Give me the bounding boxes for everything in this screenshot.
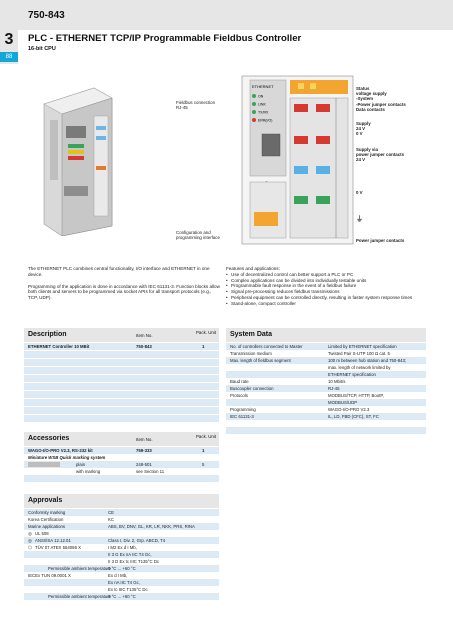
callout-supply-via: Supply via xyxy=(356,147,378,152)
pack-unit-header: Pack. Unit xyxy=(196,330,217,335)
cell-label: TÜV 07 ATEX 554086 X xyxy=(35,545,82,550)
cell-item-no: 750-843 xyxy=(136,344,152,349)
cell-label: Permissible ambient temperature xyxy=(48,566,112,571)
table-row xyxy=(226,357,426,364)
cell-item-no: see Section 11 xyxy=(136,469,165,474)
document-code: 750-843 xyxy=(28,10,65,21)
feature-item: • Stand-alone, compact controller xyxy=(226,301,426,307)
table-row xyxy=(24,468,219,475)
feature-item: • Use of decentralized control can better support a PLC or PC xyxy=(226,272,426,278)
table-row xyxy=(24,586,219,593)
table-row xyxy=(24,391,219,398)
chapter-number: 3 xyxy=(4,31,14,48)
table-row xyxy=(24,407,219,414)
page-number: 88 xyxy=(0,52,18,62)
table-row xyxy=(24,572,219,579)
header-bar xyxy=(0,0,453,30)
pack-unit-header: Pack. Unit xyxy=(196,434,217,439)
cell-description: with marking xyxy=(76,469,101,474)
cell-pack: 5 xyxy=(202,462,205,467)
terminal-diagram xyxy=(240,74,355,246)
cell-description: Miniature WSB Quick marking system xyxy=(28,455,106,460)
cell-label: Programming xyxy=(230,407,256,412)
cell-value: II 3 D Ex tc IIIC T135°C Dc xyxy=(108,559,160,564)
intro-paragraph: The ETHERNET PLC combines central functionality, I/O interface and ETHERNET in one device. xyxy=(28,266,210,277)
callout-24v-b: 24 V xyxy=(356,157,366,163)
table-row xyxy=(226,413,426,420)
supply-via-callout xyxy=(356,147,404,163)
table-row xyxy=(24,359,219,366)
feature-item: • Programmable fault response in the event of a fieldbus failure xyxy=(226,283,426,289)
ul-icon: ◎ xyxy=(28,538,32,543)
marker-strip-image xyxy=(28,462,60,467)
cell-value: MODBUS/UDP xyxy=(328,400,358,405)
ethernet-label: ETHERNET xyxy=(252,84,274,89)
cell-label: Max. length of fieldbus segment xyxy=(230,358,291,363)
config-callout: Configuration and programming interface xyxy=(176,230,220,241)
table-row xyxy=(226,378,426,385)
system-data-header: System Data xyxy=(230,331,273,338)
cell-label: Korea Certification xyxy=(28,517,64,522)
cell-value: ABS, BV, DNV, GL, KR, LR, NKK, PRS, RINA xyxy=(108,524,195,529)
cell-value: CE xyxy=(108,510,114,515)
cell-label: IECEx TUN 09.0001 X xyxy=(28,573,71,578)
cell-pack: 1 xyxy=(202,344,205,349)
callout-voltage: voltage supply xyxy=(356,91,387,97)
accessories-table-header xyxy=(24,432,219,446)
cell-value: RJ-45 xyxy=(328,386,340,391)
cell-label: ANSI/ISA 12.12.01 xyxy=(35,538,71,543)
table-row xyxy=(226,399,426,406)
cell-value: max. length of network limited by xyxy=(328,365,391,370)
callout-data: Data contacts xyxy=(356,106,385,112)
led-link xyxy=(252,102,256,106)
table-row xyxy=(24,375,219,382)
callout-0v: 0 V xyxy=(356,131,363,137)
table-row xyxy=(226,420,426,427)
cell-value: Ex nA IIC T4 Gc, xyxy=(108,580,140,585)
cell-value: MODBUS/TCP, HTTP, BootP, xyxy=(328,393,384,398)
cell-value: KC xyxy=(108,517,114,522)
callout-supply: Supply xyxy=(356,121,371,126)
approvals-table xyxy=(24,509,219,609)
cell-value: Ex tc IIIC T135°C Dc xyxy=(108,587,148,592)
callout-ground: ⏚ xyxy=(356,216,363,223)
table-row xyxy=(24,593,219,600)
system-data-table xyxy=(226,343,426,443)
cell-value: 10 Mbit/s xyxy=(328,379,346,384)
description-table-header xyxy=(24,328,219,342)
cell-label: Conformity marking xyxy=(28,510,66,515)
cell-value: I M2 Ex d I Mb, xyxy=(108,545,137,550)
table-row xyxy=(226,343,426,350)
table-row xyxy=(24,537,219,544)
features-list xyxy=(226,266,426,307)
cell-value: Ex d I Mb, xyxy=(108,573,128,578)
led-link-label: LINK xyxy=(258,102,266,107)
table-row xyxy=(226,427,426,434)
table-row xyxy=(226,364,426,371)
item-no-header: Item No. xyxy=(136,437,153,442)
table-row xyxy=(226,406,426,413)
accessories-header: Accessories xyxy=(28,435,70,442)
table-row xyxy=(24,447,219,454)
feature-item: • Peripheral equipment can be controlled directly, resulting in faster system response times xyxy=(226,295,426,301)
table-row xyxy=(226,350,426,357)
table-row xyxy=(24,351,219,358)
callout-pjc: power jumper contacts xyxy=(356,152,405,158)
cell-label: Baud rate xyxy=(230,379,249,384)
table-row xyxy=(24,579,219,586)
intro-text xyxy=(28,266,220,307)
supply-callout xyxy=(356,121,371,137)
cell-item-no: 759-333 xyxy=(136,448,152,453)
table-row xyxy=(24,343,219,350)
table-row xyxy=(226,371,426,378)
description-table xyxy=(24,343,219,427)
cell-label: Permissible ambient temperature xyxy=(48,594,112,599)
table-row xyxy=(24,544,219,551)
cell-label: UL 508 xyxy=(35,531,49,536)
cell-pack: 1 xyxy=(202,448,205,453)
cell-description: ETHERNET Controller 10 MBit xyxy=(28,344,90,349)
cell-description: plain xyxy=(76,462,86,467)
page-subtitle: 16-bit CPU xyxy=(28,46,56,52)
approvals-table-header xyxy=(24,494,219,508)
cell-value: 100 m between hub station and 750-843; xyxy=(328,358,407,363)
feature-item: • Complex applications can be divided into individually testable units xyxy=(226,278,426,284)
table-row xyxy=(226,392,426,399)
cell-value: IL, LD, FBD (CFC), ST, FC xyxy=(328,414,379,419)
cell-value: WAGO-I/O-PRO V2.3 xyxy=(328,407,370,412)
cell-label: Marine applications xyxy=(28,524,66,529)
table-row xyxy=(24,367,219,374)
table-row xyxy=(24,565,219,572)
table-row xyxy=(24,530,219,537)
table-row xyxy=(24,461,219,468)
features-heading: Features and applications: xyxy=(226,266,280,271)
cell-label: Buscoupler connection xyxy=(230,386,274,391)
cell-label: Transmission medium xyxy=(230,351,272,356)
ul-icon: ◎ xyxy=(28,531,32,536)
cell-label: IEC 61131-3 xyxy=(230,414,254,419)
ex-icon: ⬡ xyxy=(28,545,32,550)
cell-label: Protocols xyxy=(230,393,248,398)
status-callout xyxy=(356,86,406,112)
table-row xyxy=(24,399,219,406)
table-row xyxy=(24,454,219,461)
table-row xyxy=(24,509,219,516)
page-title: PLC - ETHERNET TCP/IP Programmable Fieldbus Controller xyxy=(28,33,302,44)
callout-system: -System xyxy=(356,96,374,102)
cell-value: 0 °C ... +60 °C xyxy=(108,566,136,571)
cell-value: 0 °C ... +60 °C xyxy=(108,594,136,599)
cell-value: Class I, Div. 2, Grp. ABCD, T4 xyxy=(108,538,166,543)
cell-value: Twisted Pair S-UTP 100 Ω cat. 5 xyxy=(328,351,390,356)
table-row xyxy=(24,558,219,565)
cell-item-no: 248-501 xyxy=(136,462,152,467)
cell-label: No. of controllers connected to Master xyxy=(230,344,303,349)
callout-0v-b: 0 V xyxy=(356,190,363,195)
table-row xyxy=(24,415,219,422)
callout-status: Status xyxy=(356,86,370,91)
cell-value: Limited by ETHERNET specification xyxy=(328,344,397,349)
table-row xyxy=(24,551,219,558)
controller-photo xyxy=(34,86,166,236)
table-row xyxy=(24,383,219,390)
led-tx-label: TX/RX xyxy=(258,110,269,115)
fieldbus-callout: Fieldbus connection RJ-45 xyxy=(176,100,216,111)
callout-pjc-bottom: Power jumper contacts xyxy=(356,238,405,243)
callout-24v: 24 V xyxy=(356,126,366,132)
led-on-label: ON xyxy=(258,94,264,99)
cell-value: ETHERNET specification xyxy=(328,372,376,377)
description-header: Description xyxy=(28,331,67,338)
led-on xyxy=(252,94,256,98)
feature-item: • Signal pre-processing reduces fieldbus transmissions xyxy=(226,289,426,295)
intro-paragraph: Programming of the application is done in accordance with IEC 61131-3. Function blocks allow both clients and servers to be programmed via socket APIs for all transport protocols (e.g., TCP, UDP). xyxy=(28,283,220,301)
cell-description: WAGO-I/O-PRO V2.3, RS-232 kit xyxy=(28,448,93,453)
approvals-header: Approvals xyxy=(28,497,63,504)
callout-power-jumper: -Power jumper contacts xyxy=(356,101,406,107)
cell-value: II 3 G Ex nA IIC T4 Gc, xyxy=(108,552,152,557)
led-err xyxy=(252,118,256,122)
accessories-table xyxy=(24,447,219,487)
system-data-table-header xyxy=(226,328,426,342)
led-tx xyxy=(252,110,256,114)
table-row xyxy=(24,523,219,530)
table-row xyxy=(226,385,426,392)
led-err-label: ERR(I/O) xyxy=(258,118,273,123)
table-row xyxy=(24,475,219,482)
item-no-header: Item No. xyxy=(136,333,153,338)
table-row xyxy=(24,516,219,523)
